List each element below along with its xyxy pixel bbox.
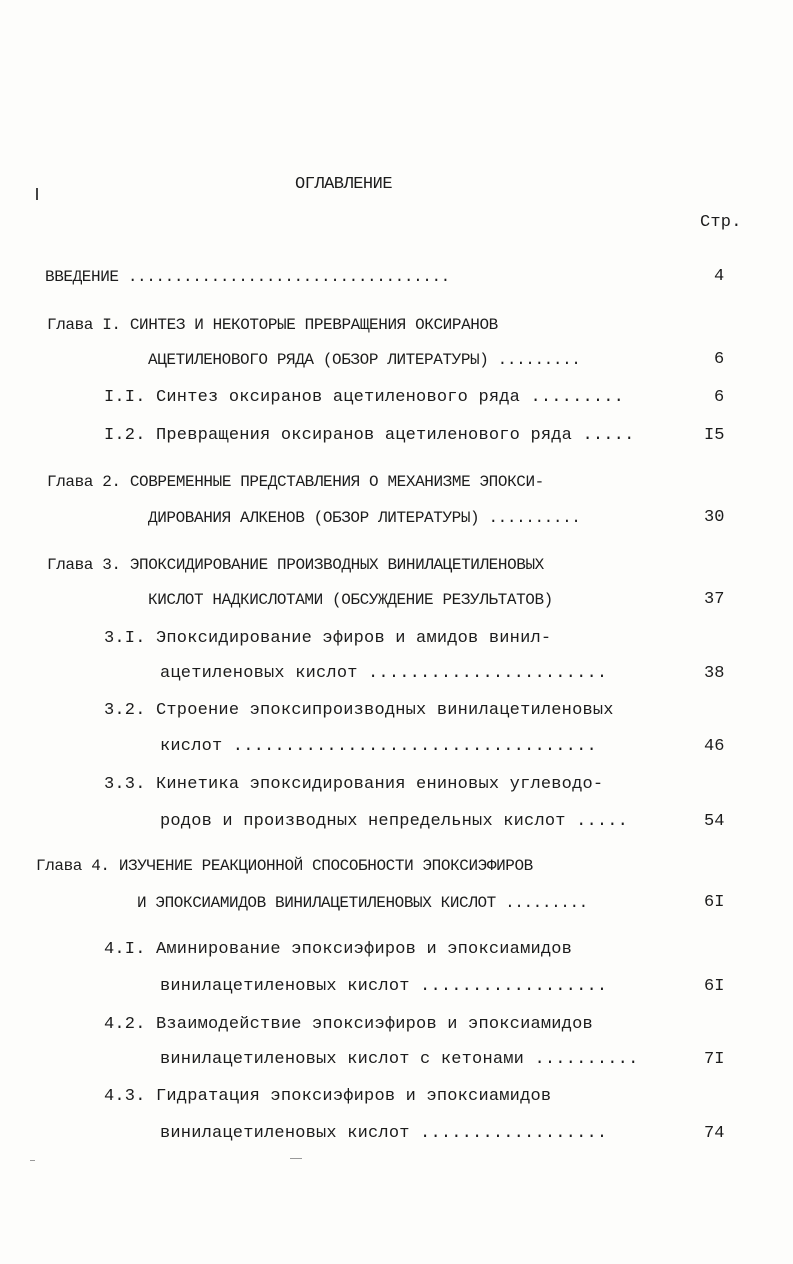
toc-chapter-1-line1: Глава I. СИНТЕЗ И НЕКОТОРЫЕ ПРЕВРАЩЕНИЯ ОКСИРАНОВ bbox=[47, 316, 498, 334]
toc-chapter-4-line2: И ЭПОКСИАМИДОВ ВИНИЛАЦЕТИЛЕНОВЫХ КИСЛОТ ......... bbox=[137, 894, 588, 912]
toc-page-number: 37 bbox=[704, 590, 725, 609]
toc-title: ОГЛАВЛЕНИЕ bbox=[295, 175, 393, 194]
toc-page-number: I5 bbox=[704, 426, 725, 445]
scan-mark bbox=[36, 188, 38, 200]
toc-section-3-1-line2: ацетиленовых кислот ....................... bbox=[160, 664, 608, 683]
toc-chapter-2-line1: Глава 2. СОВРЕМЕННЫЕ ПРЕДСТАВЛЕНИЯ О МЕХАНИЗМЕ ЭПОКСИ- bbox=[47, 473, 544, 491]
toc-section-3-1-line1: 3.I. Эпоксидирование эфиров и амидов винил- bbox=[104, 629, 552, 648]
toc-page-number: 30 bbox=[704, 508, 725, 527]
toc-page-number: 6I bbox=[704, 977, 725, 996]
toc-page-number: 4 bbox=[714, 267, 725, 286]
toc-page-number: 6 bbox=[714, 388, 725, 407]
toc-chapter-3-line1: Глава 3. ЭПОКСИДИРОВАНИЕ ПРОИЗВОДНЫХ ВИНИЛАЦЕТИЛЕНОВЫХ bbox=[47, 556, 544, 574]
toc-page-number: 7I bbox=[704, 1050, 725, 1069]
toc-chapter-1-line2: АЦЕТИЛЕНОВОГО РЯДА (ОБЗОР ЛИТЕРАТУРЫ) ......... bbox=[148, 351, 581, 369]
scan-mark bbox=[290, 1158, 302, 1159]
toc-chapter-3-line2: КИСЛОТ НАДКИСЛОТАМИ (ОБСУЖДЕНИЕ РЕЗУЛЬТАТОВ) bbox=[148, 591, 553, 609]
toc-section-4-3-line2: винилацетиленовых кислот .................. bbox=[160, 1124, 608, 1143]
toc-section-3-3-line1: 3.3. Кинетика эпоксидирования ениновых углеводо- bbox=[104, 775, 604, 794]
toc-section-3-2-line1: 3.2. Строение эпоксипроизводных винилацетиленовых bbox=[104, 701, 614, 720]
toc-chapter-4-line1: Глава 4. ИЗУЧЕНИЕ РЕАКЦИОННОЙ СПОСОБНОСТИ ЭПОКСИЭФИРОВ bbox=[36, 857, 533, 875]
toc-section-1-1: I.I. Синтез оксиранов ацетиленового ряда ......... bbox=[104, 388, 625, 407]
toc-section-4-2-line2: винилацетиленовых кислот с кетонами .......... bbox=[160, 1050, 639, 1069]
toc-section-4-1-line2: винилацетиленовых кислот .................. bbox=[160, 977, 608, 996]
toc-section-4-1-line1: 4.I. Аминирование эпоксиэфиров и эпоксиамидов bbox=[104, 940, 573, 959]
toc-section-3-2-line2: кислот ................................... bbox=[160, 737, 597, 756]
toc-section-1-2: I.2. Превращения оксиранов ацетиленового ряда ..... bbox=[104, 426, 635, 445]
toc-page-number: 54 bbox=[704, 812, 725, 831]
toc-section-3-3-line2: родов и производных непредельных кислот ..... bbox=[160, 812, 629, 831]
toc-page-number: 74 bbox=[704, 1124, 725, 1143]
page-column-header: Стр. bbox=[700, 213, 742, 232]
toc-chapter-2-line2: ДИРОВАНИЯ АЛКЕНОВ (ОБЗОР ЛИТЕРАТУРЫ) .......... bbox=[148, 509, 581, 527]
toc-page-number: 6 bbox=[714, 350, 725, 369]
toc-section-4-3-line1: 4.3. Гидратация эпоксиэфиров и эпоксиамидов bbox=[104, 1087, 552, 1106]
toc-section-4-2-line1: 4.2. Взаимодействие эпоксиэфиров и эпоксиамидов bbox=[104, 1015, 593, 1034]
toc-page-number: 6I bbox=[704, 893, 725, 912]
scan-mark bbox=[30, 1160, 35, 1161]
toc-page-number: 38 bbox=[704, 664, 725, 683]
toc-entry-introduction: ВВЕДЕНИЕ ................................... bbox=[45, 268, 450, 286]
toc-page-number: 46 bbox=[704, 737, 725, 756]
